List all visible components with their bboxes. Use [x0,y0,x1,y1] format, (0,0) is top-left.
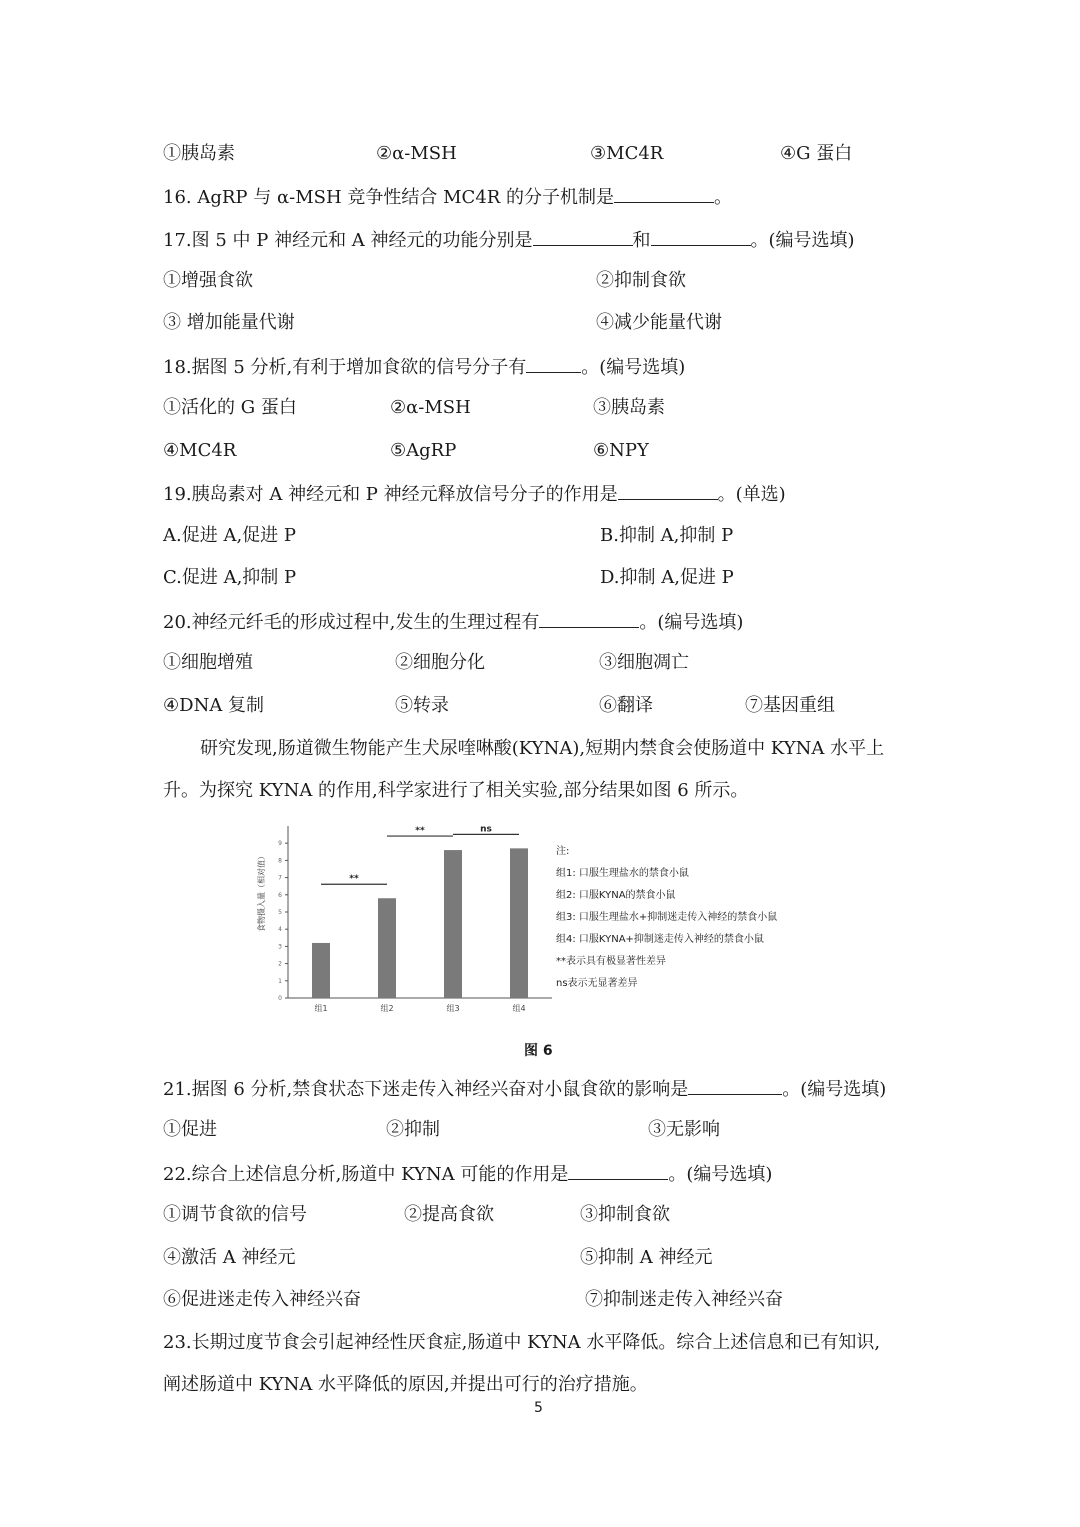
q21-answer-blank[interactable] [688,1076,782,1095]
question-20 [163,609,743,635]
q20-option-4: ④DNA 复制 [163,695,265,716]
chart-note-0: 注: [556,846,570,857]
y-tick-label-1: 1 [278,977,282,985]
x-tick-label-2: 组3 [446,1004,460,1013]
q18-option-2: ②α-MSH [390,397,471,418]
q17-option-1: ①增强食欲 [163,270,253,291]
q17-option-4: ④减少能量代谢 [596,312,722,333]
y-tick-label-4: 4 [278,926,282,934]
q20-option-5: ⑤转录 [395,695,449,716]
q22-option-2: ②提高食欲 [404,1204,494,1225]
q19-option-d: D.抑制 A,促进 P [600,567,734,588]
significance-label-1: ** [415,826,425,837]
q22-answer-blank[interactable] [568,1161,668,1180]
chart-note-5: **表示具有极显著性差异 [556,956,666,967]
q21-option-2: ②抑制 [386,1119,440,1140]
context-paragraph-line-2: 升。为探究 KYNA 的作用,科学家进行了相关实验,部分结果如图 6 所示。 [163,780,749,801]
q20-answer-blank[interactable] [539,609,639,628]
q20-end: 。(编号选填) [639,612,744,633]
bar-组2 [378,898,396,998]
y-tick-label-6: 6 [278,891,282,899]
q21-text: 21.据图 6 分析,禁食状态下迷走传入神经兴奋对小鼠食欲的影响是 [163,1079,689,1100]
q18-option-1: ①活化的 G 蛋白 [163,397,297,418]
q16-end: 。 [714,187,733,208]
question-16 [163,184,732,210]
question-17 [163,227,855,253]
question-23-line-1: 23.长期过度节食会引起神经性厌食症,肠道中 KYNA 水平降低。综合上述信息和已有知识, [163,1332,881,1353]
significance-label-0: ** [349,874,359,885]
y-tick-label-9: 9 [278,840,282,848]
y-tick-label-2: 2 [278,960,282,968]
x-tick-label-3: 组4 [512,1004,526,1013]
q17-option-3: ③ 增加能量代谢 [163,312,295,333]
q17-answer-blank-1[interactable] [533,227,633,246]
y-axis-label: 食物摄入量（相对值） [257,852,266,932]
q22-text: 22.综合上述信息分析,肠道中 KYNA 可能的作用是 [163,1164,569,1185]
q18-end: 。(编号选填) [581,357,686,378]
chart-note-6: ns表示无显著差异 [556,978,638,989]
chart-note-2: 组2: 口服KYNA的禁食小鼠 [556,890,676,901]
q15-option-3: ③MC4R [590,143,664,164]
q15-option-1: ①胰岛素 [163,143,235,164]
q20-option-2: ②细胞分化 [395,652,485,673]
q17-text: 17.图 5 中 P 神经元和 A 神经元的功能分别是 [163,230,533,251]
q16-answer-blank[interactable] [614,184,714,203]
question-21 [163,1076,886,1102]
x-tick-label-0: 组1 [314,1004,328,1013]
q20-text: 20.神经元纤毛的形成过程中,发生的生理过程有 [163,612,540,633]
q18-option-4: ④MC4R [163,440,237,461]
y-tick-label-0: 0 [278,995,282,1002]
page-number: 5 [534,1400,543,1416]
q18-option-3: ③胰岛素 [593,397,665,418]
context-paragraph-line-1: 研究发现,肠道微生物能产生犬尿喹啉酸(KYNA),短期内禁食会使肠道中 KYNA 水平上 [200,738,885,759]
q18-answer-blank[interactable] [526,354,581,373]
q22-option-4: ④激活 A 神经元 [163,1247,296,1268]
q19-end: 。(单选) [717,484,786,505]
y-tick-label-5: 5 [278,909,282,916]
q15-option-4: ④G 蛋白 [780,143,853,164]
y-tick-label-7: 7 [278,874,282,882]
q19-answer-blank[interactable] [618,481,718,500]
q22-option-5: ⑤抑制 A 神经元 [580,1247,713,1268]
significance-label-2: ns [480,824,492,835]
q16-text: 16. AgRP 与 α-MSH 竞争性结合 MC4R 的分子机制是 [163,187,615,208]
q18-option-6: ⑥NPY [593,440,649,461]
q20-option-7: ⑦基因重组 [745,695,835,716]
q15-option-2: ②α-MSH [376,143,457,164]
question-19 [163,481,786,507]
q20-option-3: ③细胞凋亡 [599,652,689,673]
q18-option-5: ⑤AgRP [390,440,457,461]
x-tick-label-1: 组2 [380,1004,394,1013]
question-22 [163,1161,772,1187]
bar-组4 [510,848,528,998]
q22-option-6: ⑥促进迷走传入神经兴奋 [163,1289,361,1310]
q17-option-2: ②抑制食欲 [596,270,686,291]
q19-option-a: A.促进 A,促进 P [163,525,296,546]
q20-option-6: ⑥翻译 [599,695,653,716]
bar-组1 [312,943,330,998]
q19-option-c: C.促进 A,抑制 P [163,567,297,588]
q22-option-1: ①调节食欲的信号 [163,1204,307,1225]
q19-option-b: B.抑制 A,抑制 P [600,525,734,546]
figure-6-caption: 图 6 [524,1043,553,1059]
y-tick-label-8: 8 [278,857,282,865]
q21-option-1: ①促进 [163,1119,217,1140]
q21-option-3: ③无影响 [648,1119,720,1140]
q17-answer-blank-2[interactable] [651,227,751,246]
q22-option-7: ⑦抑制迷走传入神经兴奋 [585,1289,783,1310]
question-18 [163,354,685,380]
bar-组3 [444,850,462,998]
figure-6-bar-chart [252,818,552,1018]
q22-option-3: ③抑制食欲 [580,1204,670,1225]
q20-option-1: ①细胞增殖 [163,652,253,673]
q17-mid: 和 [632,230,651,251]
q17-end: 。(编号选填) [750,230,855,251]
y-tick-label-3: 3 [278,943,282,951]
chart-note-3: 组3: 口服生理盐水+抑制迷走传入神经的禁食小鼠 [556,912,778,923]
q21-end: 。(编号选填) [782,1079,887,1100]
q19-text: 19.胰岛素对 A 神经元和 P 神经元释放信号分子的作用是 [163,484,618,505]
chart-note-4: 组4: 口服KYNA+抑制迷走传入神经的禁食小鼠 [556,934,764,945]
q22-end: 。(编号选填) [668,1164,773,1185]
question-23-line-2: 阐述肠道中 KYNA 水平降低的原因,并提出可行的治疗措施。 [163,1374,648,1395]
q18-text: 18.据图 5 分析,有利于增加食欲的信号分子有 [163,357,527,378]
chart-note-1: 组1: 口服生理盐水的禁食小鼠 [556,868,689,879]
